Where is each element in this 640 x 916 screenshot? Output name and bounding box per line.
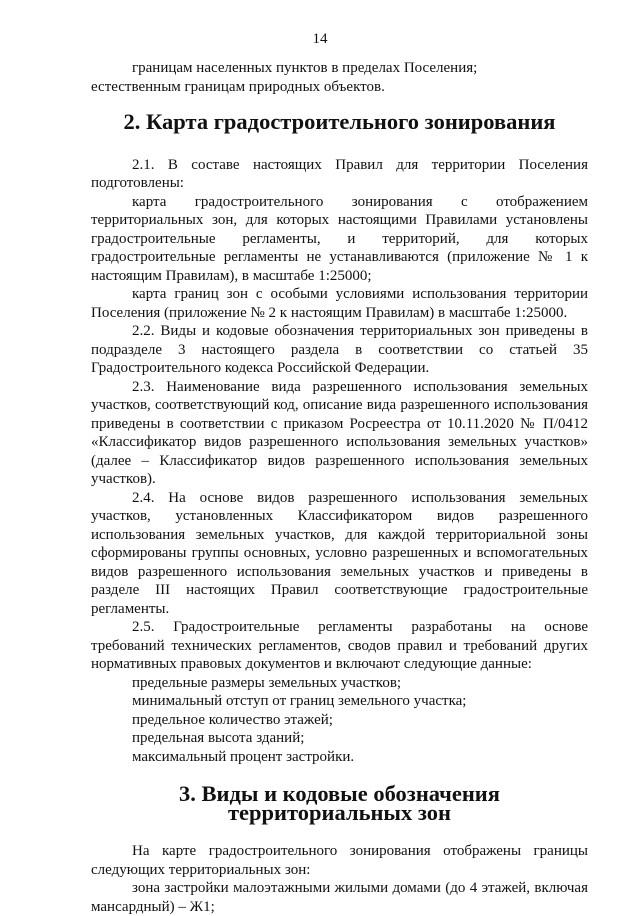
paragraph-2-2: 2.2. Виды и кодовые обозначения территориальных зон приведены в подразделе 3 настоящего раздела в соответствии со статьей 35 Градостроительного кодекса Российской Федерации. xyxy=(91,323,588,376)
list-item: предельное количество этажей; xyxy=(132,711,333,728)
paragraph-map-zoning: карта градостроительного зонирования с отображением территориальных зон, для которых настоящими Правилами установлены градостроительные регламенты, и территорий, для которых градостроительные регламенты не устанавливаются (приложение № 1 к настоящим Правилам), в масштабе 1:25000; xyxy=(91,193,588,284)
paragraph-map-special-zones: карта границ зон с особыми условиями использования территории Поселения (приложение № 2 к настоящим Правилам) в масштабе 1:25000. xyxy=(91,286,588,321)
paragraph-zones-intro: На карте градостроительного зонирования отображены границы следующих территориальных зон: xyxy=(91,843,588,878)
paragraph-2-3: 2.3. Наименование вида разрешенного использования земельных участков, соответствующий код, описание вида разрешенного использования приведены в соответствии с приказом Росреестра от 10.11.2020 № П/0412 «Классификатор видов разрешенного использования земельных участков» (далее – Классификатор видов разрешенного использования земельных участков). xyxy=(91,378,588,487)
section-3-heading: 3. Виды и кодовые обозначения территориальных зон xyxy=(179,781,500,825)
document-body xyxy=(91,59,588,916)
paragraph-2-5: 2.5. Градостроительные регламенты разработаны на основе требований технических регламентов, сводов правил и требований других нормативных правовых документов и включают следующие данные: xyxy=(91,619,588,672)
list-item: максимальный процент застройки. xyxy=(132,748,355,765)
intro-line: естественным границам природных объектов. xyxy=(91,78,385,95)
paragraph-2-4: 2.4. На основе видов разрешенного использования земельных участков, установленных Классификатором видов разрешенного использования земельных участков, для каждой территориальной зоны сформированы группы основных, условно разрешенных и вспомогательных видов разрешенного использования земельных участков и приведены в разделе III настоящих Правил соответствующие градостроительные регламенты. xyxy=(91,489,588,617)
intro-line: границам населенных пунктов в пределах Поселения; xyxy=(132,60,478,76)
list-item: предельные размеры земельных участков; xyxy=(132,674,402,691)
section-2-heading: 2. Карта градостроительного зонирования xyxy=(123,109,556,134)
paragraph-2-1: 2.1. В составе настоящих Правил для территории Поселения подготовлены: xyxy=(91,156,588,191)
list-item: минимальный отступ от границ земельного участка; xyxy=(132,693,467,709)
list-item: предельная высота зданий; xyxy=(132,730,305,746)
page-number: 14 xyxy=(312,31,328,47)
paragraph-zone-zh1: зона застройки малоэтажными жилыми домами (до 4 этажей, включая мансардный) – Ж1; xyxy=(91,880,588,915)
